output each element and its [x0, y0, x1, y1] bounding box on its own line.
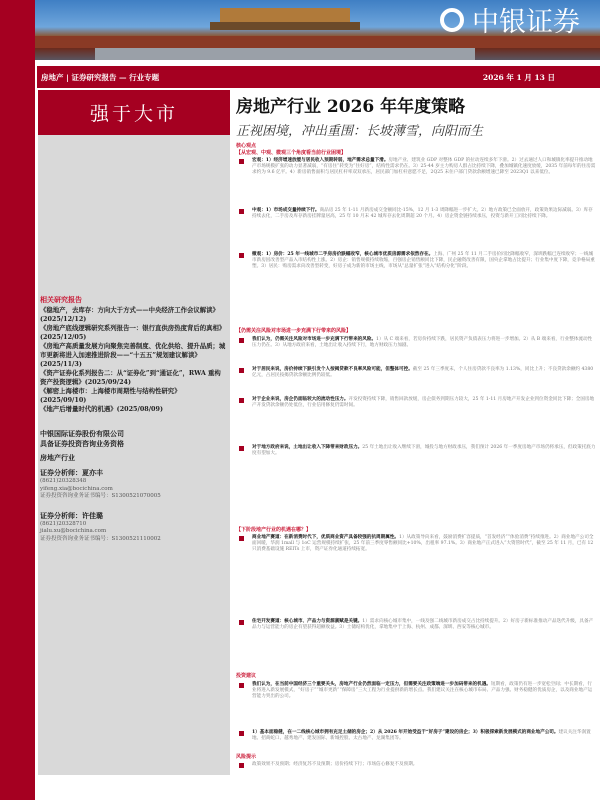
company-name: 中银国际证券股份有限公司: [40, 429, 124, 438]
report-header-bar: [37, 66, 600, 88]
analyst-email[interactable]: jialu.xu@bocichina.com: [40, 528, 107, 534]
main-content: [236, 90, 596, 772]
sidebar: [38, 90, 230, 775]
analyst-card: [40, 511, 226, 544]
bullet-paragraph: [236, 535, 596, 615]
bullet-lead: 住宅开发赛道：核心城市、产品力与资源禀赋是关键。: [252, 619, 363, 624]
bullet-lead: 1）基本面稳健，在一二线核心城市拥有充足土储的房企；2）从 2026 年开始受益于“好房子”建设的房企；3）积极探索新发展模式的商业地产公司。: [252, 729, 559, 735]
bullet-paragraph: [236, 730, 596, 750]
bullet-lead: 宏观：1）经济增速放缓与居民收入预期转弱，地产需求总量下滑。: [252, 158, 389, 163]
bullet-paragraph: [236, 619, 596, 669]
logo-icon: [440, 8, 464, 32]
report-title: 房地产行业 2026 年年度策略: [236, 97, 466, 117]
brand-logo: [440, 0, 580, 39]
bullet-text: 1）从政策导向来看，鼓励消费扩容提质，“首发经济”“体验消费”持续推进。2）商业地产公司全面回暖，华润 1mall 与 1oC 运营规模持续扩张，25 年前三季度零售额同比+10%，出租率 97.1%。3）商业地产正式进入“大资管时代”，截至 25 年 11 月，已有 12 只消费基础设施 REITs 上市，资产证券化通道持续拓宽。: [252, 535, 594, 553]
related-item[interactable]: 《资产证券化系列报告二：从“证券化”到“通证化”，RWA 重构资产投资逻辑》(2025/09/24): [40, 369, 221, 386]
header-banner-image: [35, 0, 600, 60]
bullet-lead: 我们认为，在当前中国经济三个重要关头，房地产行业仍然面临一定压力，但需要关注政策端进一步加码带来的机遇。: [252, 681, 491, 687]
bullet-lead: 对于企业来说，房企仍面临较大的流动性压力。: [252, 396, 349, 402]
bullet-paragraph: [236, 337, 596, 363]
rating-badge: 强于大市: [38, 90, 230, 135]
section-heading: 投资建议: [236, 673, 257, 679]
report-subtitle: 正视困境，冲出重围：长坡薄雪，向阳而生: [236, 124, 484, 139]
company-info: [40, 429, 226, 463]
analyst-phone: (8621)20328348: [40, 478, 87, 484]
bullet-text: 建议关注华润置地、招商蛇口、越秀地产、建发国际、新城控股、太古地产、龙湖集团等。: [252, 729, 591, 741]
bullet-lead: 微观：1）房价：25 年一线城市二手房房价跌幅收窄，核心城市优质房源需求依然存在。: [252, 252, 434, 257]
bullet-text: 1）从 C 端来看，若房价持续下跌，居民资产负债表压力将进一步增加。2）从 B 端来看，行业整体流动性压力仍在。3）从地方政府来看，土地出让收入持续下行，地方财政压力加剧。: [252, 336, 593, 348]
bullet-text: 短期看，政策仍有进一步宽松空间；中长期看，行业将进入新发展模式，“好房子”“城市更新”“保障房”三大工程为行业提供新的增长点。我们建议关注在核心城市布局、产品力强、财务稳健的优质房企，以及商业地产运营能力突出的公司。: [252, 681, 593, 699]
report-date: 2026 年 1 月 13 日: [482, 72, 555, 82]
report-category: 房地产 | 证券研究报告 — 行业专题: [41, 72, 160, 82]
bullet-text: 25 年土地出让收入继续下滑，城投与地方财政承压，我们预计 2026 年一季度房地产市场仍将承压，但政策托底力度有望加大。: [252, 444, 596, 456]
bullet-paragraph: [236, 367, 596, 393]
bullet-lead: 商业地产赛道：在新消费时代下，优质商业资产具备较强的抗周期属性。: [252, 535, 400, 540]
related-reports: [40, 295, 226, 543]
bullet-paragraph: [236, 252, 596, 324]
related-item[interactable]: 《房地产高质量发展方向聚焦完善制度、优化供给、提升品质；城市更新将进入加速推进阶段——“十五五”规划建议解读》(2025/11/3): [40, 342, 226, 368]
analyst-name: 证券分析师：许佳璐: [40, 510, 103, 520]
company-qualification: 具备证券投资咨询业务资格: [40, 439, 124, 448]
bullet-paragraph: [236, 208, 596, 248]
bullet-text: 上海、广州 25 年 11 月二手房价同比降幅收窄，深圳跌幅已连续收窄；一线城市新房因改善型产品入市结构性上涨。2）房企：销售规模持续收缩，百强房企销售额同比下降，民企融资改善有限，国央企拿地占比提升；行业集中度下降，竞争格局重塑。3）居民：购房需求向改善型转变，好房子成为新的市场主线，市场从“总量扩张”进入“结构分化”阶段。: [252, 252, 595, 270]
bullet-paragraph: [236, 397, 596, 441]
bullet-paragraph: [236, 762, 596, 768]
section-heading: 【下阶段地产行业的机遇在哪？】: [236, 526, 312, 533]
bullet-text: 商品房 25 年 1-11 月新房成交金额同比-15%，12 月 1-3 周降幅进一步扩大。2）地方政策已全面放开，政策效果边际减弱。3）库存持续去化，二手房及库存新房挂牌量居高，25 年 10 月末 42 城库存去化周期超 20 个月。4）房企资金链持续承压，投资与新开工同比持续下降。: [252, 208, 593, 220]
bullet-lead: 中观：1）市场成交量持续下行。: [252, 208, 320, 213]
related-item[interactable]: 《房地产底线逻辑研究系列报告一：银行直供房热度背后的真相》(2025/12/05): [40, 324, 226, 341]
related-heading: 相关研究报告: [40, 295, 82, 304]
bullet-lead: 对于居民来说，房价持续下跌引发个人按揭贷款不良率风险可能，但整体可控。: [252, 366, 413, 372]
related-item[interactable]: 《解密上海楼市：上海楼市周期性与结构性研究》(2025/09/10): [40, 387, 181, 404]
analyst-cert: 证券投资咨询业务证书编号：S1300521110002: [40, 535, 161, 542]
analyst-email[interactable]: yifeng.xia@bocichina.com: [40, 485, 113, 492]
section-heading: 核心观点: [236, 143, 257, 149]
brand-name: 中银证券: [472, 7, 580, 38]
analyst-card: [40, 468, 226, 501]
industry-label: 房地产行业: [40, 453, 75, 462]
section-heading: 风险提示: [236, 753, 257, 760]
bullet-paragraph: [236, 682, 596, 726]
related-item[interactable]: 《稳地产，去库存：方向大于方式——中央经济工作会议解读》(2025/12/12): [40, 306, 219, 323]
bullet-text: 截至 25 年三季度末，个人住房贷款不良率为 1.13%，同比上升；不良贷款余额约 4380 亿元，占居民按揭贷款余额比例仍较低。: [252, 366, 594, 378]
bullet-paragraph: [236, 158, 596, 204]
related-item[interactable]: 《地产后增量时代的机遇》(2025/08/09): [40, 405, 163, 413]
bullet-lead: 对于地方政府来说，土地出让收入下降带来财政压力。: [252, 444, 363, 450]
section-heading: 【从宏观、中观、微观三个角度看当前行业困境】: [236, 149, 347, 156]
section-heading: 【仍需关注风险对市场进一步充满下行带来的风险】: [236, 328, 352, 334]
bullet-text: 房地产业、建筑业 GDP 对整体 GDP 的拉动连续多年下滑。2）过去通过人口和城镇化率提升推动地产市场规模扩张的动力显著减弱，“有房住”转变为“住好房”，结构性需求仍在。3）25-44 岁主力购房人群占比持续下降，叠加城镇化速度放缓，2035 年前每年的住房需求约为 9.6 亿平。4）新房销售面积与居民杠杆率双双承压，居民部门加杠杆意愿不足，2Q25 末住户部门贷款余额增速已降至 2023Q1 以来低位。: [252, 158, 596, 176]
left-brand-stripe: [0, 0, 35, 800]
bullet-paragraph: [236, 445, 596, 523]
report-body: [236, 143, 596, 768]
bullet-text: 开发投资持续下降，销售回款放缓，房企债务到期压力较大，25 年 1-11 月房地产开发企业到位资金同比下降；全国房地产开发贷款余额仍处低位，行业信用修复仍需时间。: [252, 396, 595, 408]
bullet-text: 政策效果不及预期；经济复苏不及预期；房价持续下行；市场信心修复不及预期。: [252, 762, 418, 767]
analyst-name: 证券分析师：夏亦丰: [40, 468, 103, 477]
analyst-phone: (8621)20328710: [40, 520, 87, 527]
bullet-text: 1）需求向核心城市集中，一线及强二线城市新房成交占比持续提升。2）好房子新标准推动产品迭代升级，具备产品力与运营能力的房企有望获得超额收益。3）土储结构优化，拿地集中于上海、杭州、成都、深圳、西安等核心城市。: [252, 619, 594, 631]
analyst-cert: 证券投资咨询业务证书编号：S1300521070005: [40, 493, 161, 499]
bullet-lead: 我们认为，仍需关注风险对市场进一步充满下行带来的风险。: [252, 336, 377, 342]
